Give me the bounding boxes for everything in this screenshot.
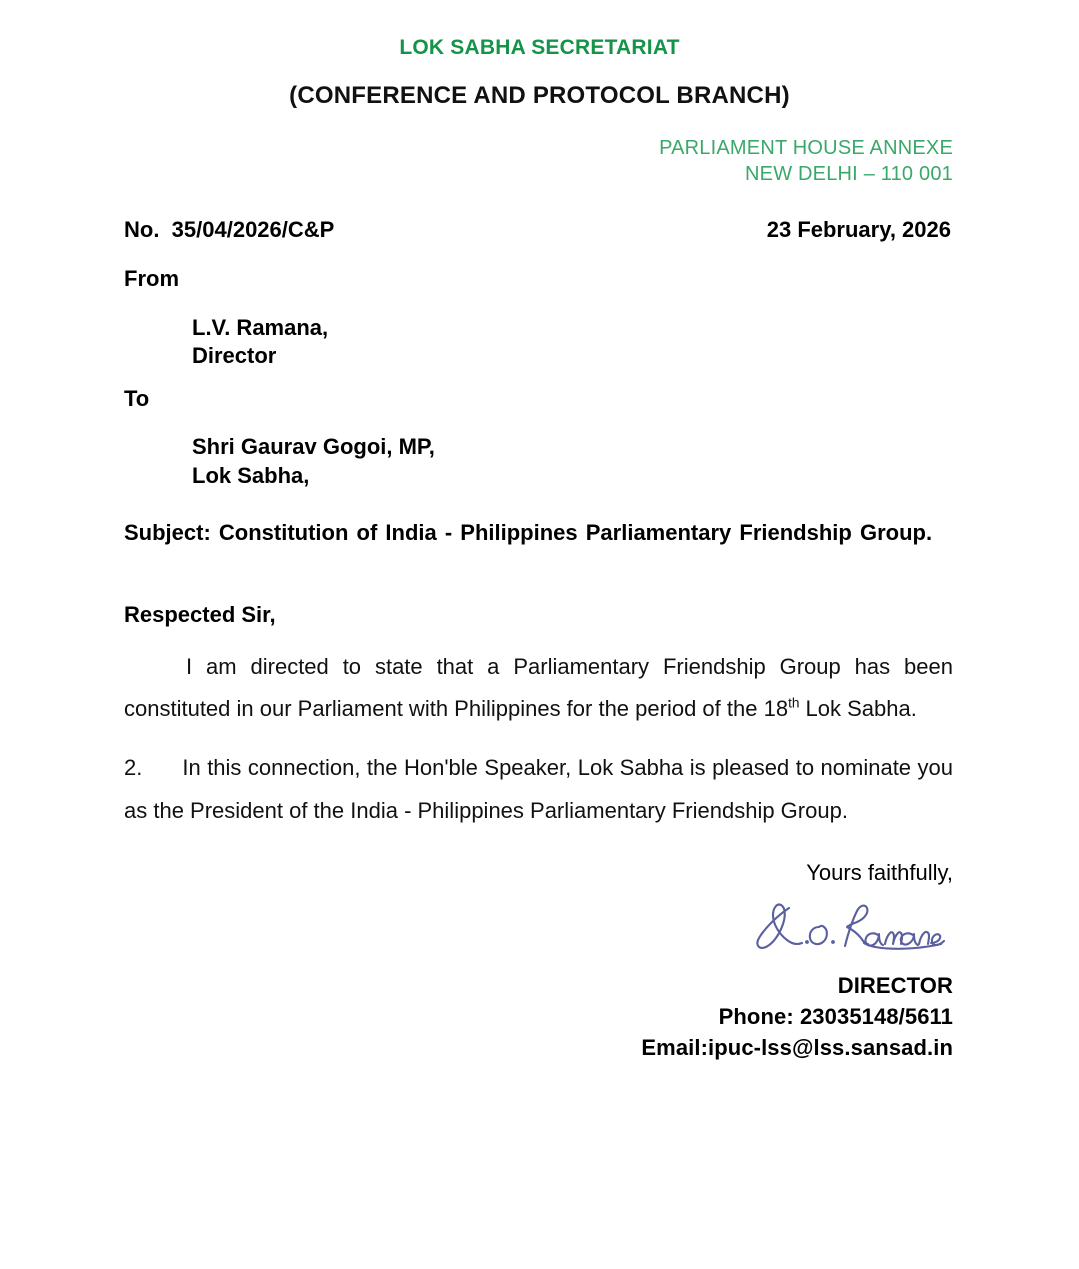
address-line-1: PARLIAMENT HOUSE ANNEXE <box>659 137 953 160</box>
paragraph-1-superscript: th <box>788 696 800 712</box>
address-line-2: NEW DELHI – 110 001 <box>745 163 953 186</box>
subject-line: Subject: Constitution of India - Philippines Parliamentary Friendship Group. <box>124 520 933 546</box>
letter-body <box>124 217 953 1063</box>
organization-name: LOK SABHA SECRETARIAT <box>399 36 680 59</box>
paragraph-2-text: In this connection, the Hon'ble Speaker, Lok Sabha is pleased to nominate you as the President of the India - Philippines Parliamentary Friendship Group. <box>124 755 953 824</box>
contact-email: Email:ipuc-lss@lss.sansad.in <box>641 1035 953 1061</box>
from-details <box>192 314 953 371</box>
from-label: From <box>124 266 179 292</box>
valediction: Yours faithfully, <box>806 860 953 886</box>
signatory-designation: DIRECTOR <box>837 972 953 998</box>
paragraph-2 <box>124 747 953 833</box>
to-details <box>192 433 953 490</box>
from-block <box>124 265 953 370</box>
reference-row <box>124 217 953 243</box>
sender-designation: Director <box>192 343 277 369</box>
sender-name: L.V. Ramana, <box>192 314 329 340</box>
salutation: Respected Sir, <box>124 601 276 627</box>
closing-block <box>124 859 953 888</box>
branch-name: (CONFERENCE AND PROTOCOL BRANCH) <box>289 82 790 110</box>
paragraph-1 <box>124 646 953 732</box>
contact-phone: Phone: 23035148/5611 <box>718 1003 953 1029</box>
recipient-name: Shri Gaurav Gogoi, MP, <box>192 433 435 459</box>
to-label: To <box>124 385 150 411</box>
address-block <box>0 135 1079 187</box>
signature-area <box>124 894 953 968</box>
recipient-house: Lok Sabha, <box>192 462 310 488</box>
reference-number: No. 35/04/2026/C&P <box>124 217 335 243</box>
letterhead <box>0 0 1079 187</box>
to-block <box>124 385 953 490</box>
paragraph-1-text: I am directed to state that a Parliamentary Friendship Group has been constituted in our Parliament with Philippines for the period of the 18 <box>124 653 953 722</box>
handwritten-signature-icon <box>749 894 949 966</box>
signatory-footer <box>124 970 953 1064</box>
paragraph-1-text-tail: Lok Sabha. <box>799 696 917 722</box>
letter-date: 23 February, 2026 <box>766 217 951 243</box>
paragraph-2-number: 2. <box>124 755 143 781</box>
